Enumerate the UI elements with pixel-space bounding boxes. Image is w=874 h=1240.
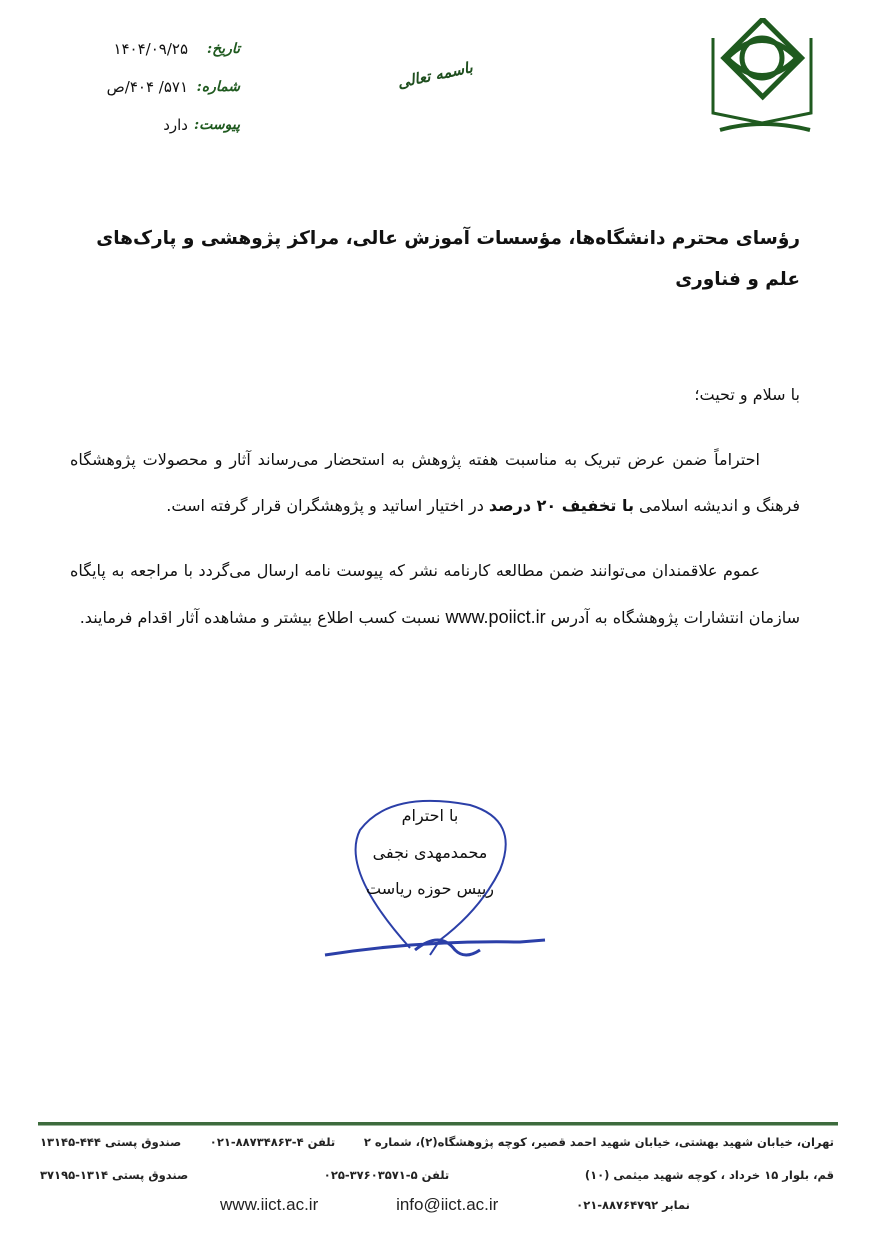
number-row [60,68,240,106]
website-link[interactable]: www.iict.ac.ir [220,1195,319,1214]
tehran-phone: تلفن ۴-۸۸۷۳۴۸۶۳-۰۲۱ [209,1135,336,1149]
email-link[interactable]: info@iict.ac.ir [396,1195,499,1214]
tehran-address: تهران، خیابان شهید بهشتی، خیابان شهید احمد قصیر، کوچه پژوهشگاه(۲)، شماره ۲ [363,1135,834,1149]
p1-text-a: احتراماً ضمن عرض تبریک به مناسبت هفته پژوهش به استحضار می‌رساند آثار و محصولات پژوهشگاه فرهنگ و اندیشه اسلامی [70,449,800,515]
date-label: تاریخ: [206,41,240,57]
recipient-heading: رؤسای محترم دانشگاه‌ها، مؤسسات آموزش عالی، مراکز پژوهشی و پارک‌های علم و فناوری [96,228,800,290]
signature-block [330,798,530,908]
attachment-label: پیوست: [194,117,240,133]
qom-address: قم، بلوار ۱۵ خرداد ، کوچه شهید میثمی (۱۰) [584,1168,834,1182]
attachment-row [60,106,240,144]
number-value: ۵۷۱/ ۴۰۴/ص [106,78,188,96]
letter-body [70,218,800,660]
institute-logo [705,18,820,143]
qom-phone: تلفن ۵-۳۷۶۰۳۵۷۱-۰۲۵ [323,1168,450,1182]
signer-name: محمدمهدی نجفی [372,842,488,862]
date-value: ۱۴۰۴/۰۹/۲۵ [113,40,188,58]
p2-text-a: عموم علاقمندان می‌توانند ضمن مطالعه کارنامه نشر که پیوست نامه ارسال می‌گردد با مراجعه به پایگاه سازمان انتشارات پژوهشگاه به آدرس [70,560,800,627]
p1-text-b: در اختیار اساتید و پژوهشگران قرار گرفته است. [166,496,489,515]
fax: نمابر ۸۸۷۶۴۷۹۲-۰۲۱ [576,1198,690,1212]
footer-contact-row [220,1195,690,1215]
footer-qom-row [40,1168,834,1182]
attachment-value: دارد [163,116,188,134]
closing: با احترام [401,806,459,825]
paragraph-2 [70,548,800,642]
qom-po-box: صندوق پستی ۱۳۱۴-۳۷۱۹۵ [40,1168,189,1182]
date-row [60,30,240,68]
greeting: با سلام و تحیت؛ [694,385,800,404]
basmala: باسمه تعالی [395,58,475,92]
footer-tehran-row [40,1135,834,1149]
paragraph-1 [70,437,800,530]
footer-divider [38,1122,838,1126]
signer-title: رییس حوزه ریاست [365,879,494,898]
publisher-url[interactable]: www.poiict.ir [445,607,546,627]
discount-highlight: با تخفیف ۲۰ درصد [488,496,634,515]
tehran-po-box: صندوق پستی ۴۴۴-۱۳۱۴۵ [40,1135,182,1149]
p2-text-b: نسبت کسب اطلاع بیشتر و مشاهده آثار اقدام فرمایند. [79,608,446,627]
letter-meta [60,30,240,144]
number-label: شماره: [196,79,240,95]
